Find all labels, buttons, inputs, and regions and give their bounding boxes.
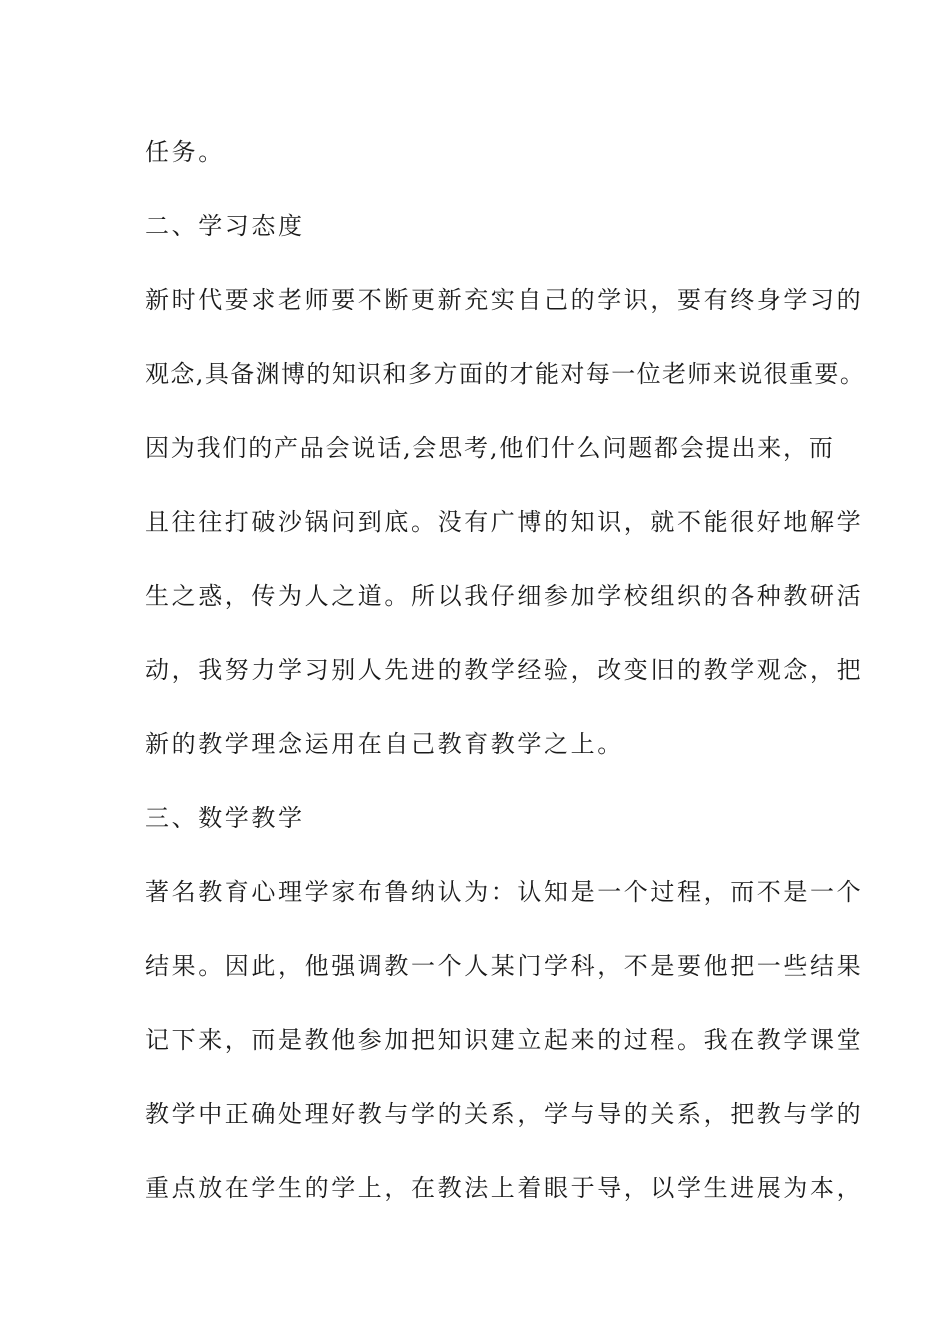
body-text-line: 动，我努力学习别人先进的教学经验，改变旧的教学观念，把: [145, 656, 864, 684]
body-text-line: 因为我们的产品会说话,会思考,他们什么问题都会提出来，而: [145, 434, 835, 462]
body-text-line: 新的教学理念运用在自己教育教学之上。: [145, 730, 624, 758]
paragraph-continuation: 任务。: [145, 138, 225, 166]
body-text-line: 生之惑，传为人之道。所以我仔细参加学校组织的各种教研活: [145, 582, 864, 610]
body-text-line: 教学中正确处理好教与学的关系，学与导的关系，把教与学的: [145, 1100, 864, 1128]
body-text-line: 重点放在学生的学上，在教法上着眼于导，以学生进展为本，: [145, 1174, 864, 1202]
body-text-line: 记下来，而是教他参加把知识建立起来的过程。我在教学课堂: [145, 1026, 864, 1054]
body-text-line: 结果。因此，他强调教一个人某门学科，不是要他把一些结果: [145, 952, 864, 980]
body-text-line: 新时代要求老师要不断更新充实自己的学识，要有终身学习的: [145, 286, 864, 314]
body-text-line: 且往往打破沙锅问到底。没有广博的知识，就不能很好地解学: [145, 508, 864, 536]
section-heading-math-teaching: 三、数学教学: [145, 804, 305, 832]
body-text-line: 著名教育心理学家布鲁纳认为：认知是一个过程，而不是一个: [145, 878, 864, 906]
body-text-line: 观念,具备渊博的知识和多方面的才能对每一位老师来说很重要。: [145, 360, 866, 388]
section-heading-study-attitude: 二、学习态度: [145, 212, 305, 240]
